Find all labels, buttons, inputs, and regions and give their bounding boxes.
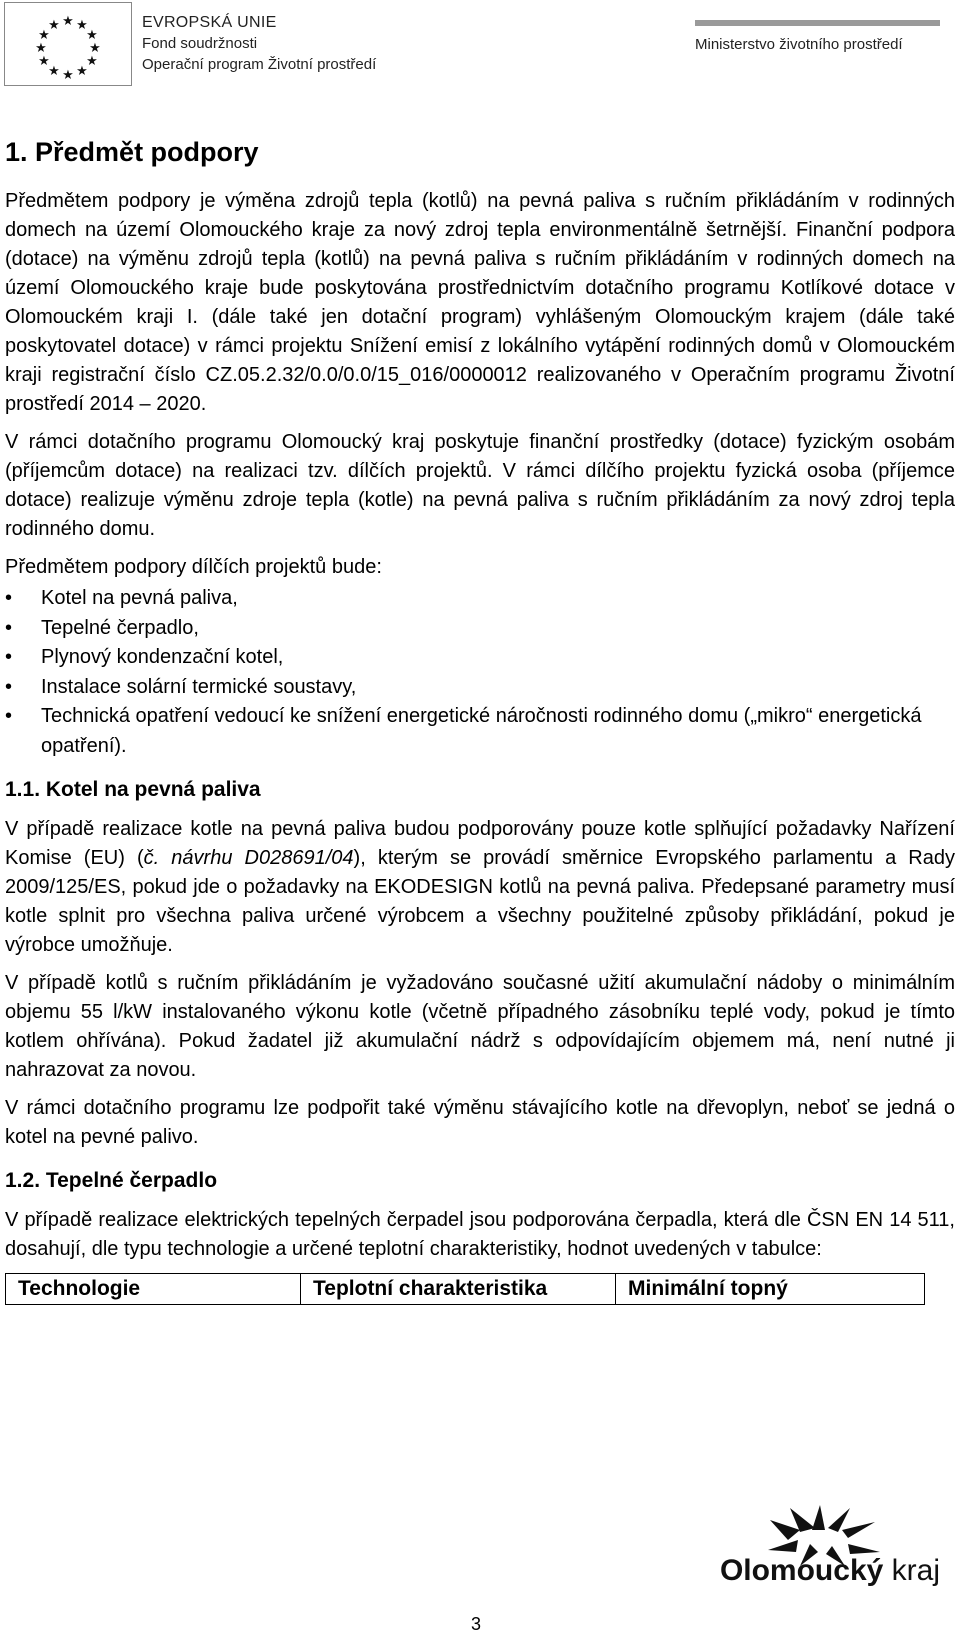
eu-stars-icon [5, 3, 131, 85]
svg-text:★: ★ [62, 14, 74, 29]
eu-line: Fond soudržnosti [142, 35, 258, 52]
eu-program-text [142, 12, 376, 75]
text-run: ), kterým se provádí směrnice Evropského parlamentu a Rady 2009/125/ES, pokud jde o požadavky na EKODESIGN kotlů na pevná paliva. Předepsané parametry musí kotle splnit pro všechna paliva určené výrobcem a všechny použitelné způsoby přikládání, pokud je výrobce umožňuje. [5, 847, 955, 956]
list-item: • Instalace solární termické soustavy, [5, 673, 955, 703]
paragraph: V rámci dotačního programu lze podpořit také výměnu stávajícího kotle na dřevoplyn, neboť se jedná o kotel na pevné palivo. [5, 1097, 955, 1148]
eu-line: EVROPSKÁ UNIE [142, 14, 277, 31]
svg-text:★: ★ [35, 41, 47, 56]
svg-text:★: ★ [86, 28, 98, 43]
svg-text:★: ★ [86, 54, 98, 69]
svg-text:★: ★ [62, 68, 74, 83]
svg-text:★: ★ [76, 18, 88, 33]
paragraph: V rámci dotačního programu Olomoucký kraj poskytuje finanční prostředky (dotace) fyzickým osobám (příjemcům dotace) na realizaci tzv. dílčích projektů. V rámci dílčího projektu fyzická osoba (příjemce dotace) realizuje výměnu zdroje tepla (kotle) na pevná paliva s ručním přikládáním za nový zdroj tepla rodinného domu. [5, 431, 955, 540]
paragraph: V případě kotlů s ručním přikládáním je vyžadováno současné užití akumulační nádoby o minimálním objemu 55 l/kW instalovaného výkonu kotle (včetně případného zásobníku teplé vody, pokud je tímto kotlem ohřívána). Pokud žadatel již akumulační nádrž s odpovídajícím objemem má, není nutné ji nahrazovat za novou. [5, 972, 955, 1081]
table-header-cell: Minimální topný [616, 1274, 925, 1305]
paragraph [5, 815, 955, 960]
paragraph: V případě realizace elektrických tepelných čerpadel jsou podporována čerpadla, která dle ČSN EN 14 511, dosahují, dle typu technologie a určené teplotní charakteristiky, hodnot uvedených v tabulce: [5, 1209, 955, 1260]
svg-text:★: ★ [38, 54, 50, 69]
regulation-number: č. návrhu D028691/04 [143, 847, 354, 869]
table-header-cell: Technologie [6, 1274, 301, 1305]
olomoucky-kraj-logo [680, 1500, 940, 1610]
svg-text:★: ★ [48, 64, 60, 79]
list-item: • Kotel na pevná paliva, [5, 584, 955, 614]
eu-flag-logo [4, 2, 132, 86]
support-list [5, 584, 955, 761]
list-item: • Technická opatření vedoucí ke snížení energetické náročnosti rodinného domu („mikro“ energetická opatření). [5, 702, 955, 761]
svg-text:★: ★ [89, 41, 101, 56]
page-number: 3 [471, 1614, 482, 1634]
document-body [5, 135, 955, 1305]
section-1-title: 1. Předmět podpory [5, 137, 259, 167]
paragraph: Předmětem podpory je výměna zdrojů tepla (kotlů) na pevná paliva s ručním přikládáním v rodinných domech na území Olomouckého kraje za nový zdroj tepla environmentálně šetrnější. Finanční podpora (dotace) na výměnu zdrojů tepla (kotlů) na pevná paliva s ručním přikládáním v rodinných domech na území Olomouckého kraje bude poskytována prostřednictvím dotačního programu Kotlíkové dotace v Olomouckém kraji I. (dále také jen dotační program) vyhlášeným Olomouckým krajem (dále také poskytovatel dotace) v rámci projektu Snížení emisí z lokálního vytápění rodinných domů v Olomouckém kraji registrační číslo CZ.05.2.32/0.0/0.0/15_016/0000012 realizovaného v Operačním programu Životní prostředí 2014 – 2020. [5, 190, 955, 415]
table-header-row [6, 1274, 925, 1305]
ministry-logo [695, 20, 940, 53]
logo-text [720, 1554, 940, 1588]
ministry-bar [695, 20, 940, 26]
section-1-2-title: 1.2. Tepelné čerpadlo [5, 1169, 218, 1192]
table-header-cell: Teplotní charakteristika [301, 1274, 616, 1305]
svg-text:★: ★ [48, 18, 60, 33]
eu-line: Operační program Životní prostředí [142, 56, 377, 73]
ministry-name: Ministerstvo životního prostředí [695, 36, 903, 53]
list-item: • Plynový kondenzační kotel, [5, 643, 955, 673]
list-intro: Předmětem podpory dílčích projektů bude: [5, 556, 382, 578]
section-1-1-title: 1.1. Kotel na pevná paliva [5, 778, 261, 801]
logo-text-bold: Olomoucký [719, 1554, 884, 1587]
page-header [0, 0, 960, 95]
svg-text:★: ★ [76, 64, 88, 79]
text-run: V případě realizace kotle na pevná paliva budou podporovány pouze kotle splňující požadavky Nařízení Komise (EU) ( [5, 818, 955, 869]
logo-text-regular: kraj [883, 1554, 940, 1587]
heat-pump-table [5, 1273, 925, 1305]
svg-text:★: ★ [38, 28, 50, 43]
list-item: • Tepelné čerpadlo, [5, 614, 955, 644]
